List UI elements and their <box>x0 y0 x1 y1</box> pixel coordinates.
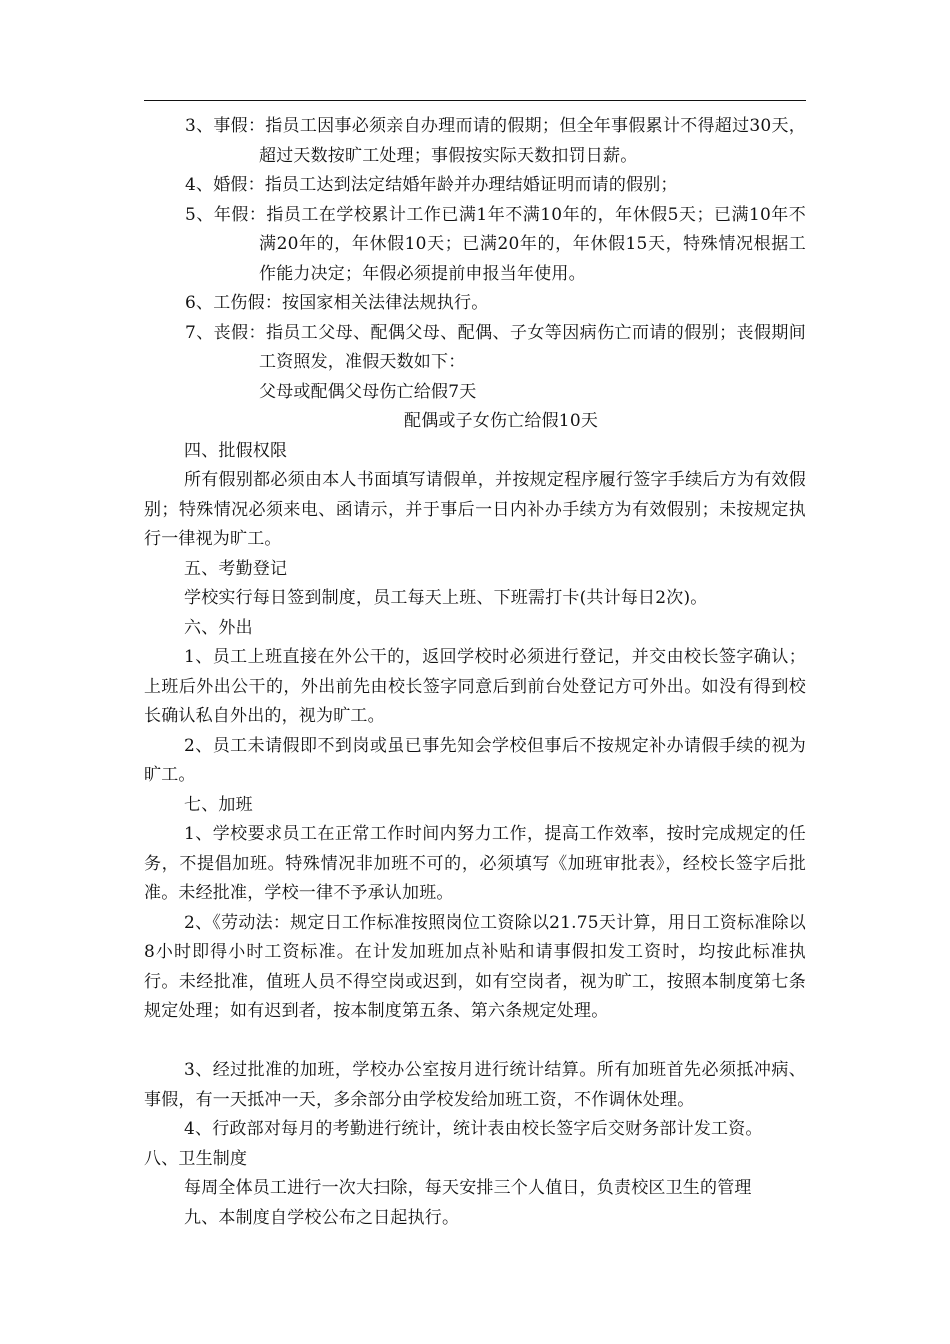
section-7-paragraph-4: 4、行政部对每月的考勤进行统计，统计表由校长签字后交财务部计发工资。 <box>184 1119 763 1139</box>
blank-line <box>144 1027 806 1057</box>
section-6-paragraph-2: 2、员工未请假即不到岗或虽已事先知会学校但事后不按规定补办请假手续的视为旷工。 <box>144 735 806 785</box>
section-4-heading: 四、批假权限 <box>184 440 288 461</box>
item-personal-leave: 3、事假：指员工因事必须亲自办理而请的假期；但全年事假累计不得超过30天，超过天数按旷工处理；事假按实际天数扣罚日薪。 <box>185 116 806 166</box>
section-5-heading: 五、考勤登记 <box>184 558 288 579</box>
item-annual-leave: 5、年假：指员工在学校累计工作已满1年不满10年的，年休假5天；已满10年不满20年的，年休假10天；已满20年的，年休假15天，特殊情况根据工作能力决定；年假必须提前申报当年使用。 <box>185 204 806 284</box>
item-marriage-leave: 4、婚假：指员工达到法定结婚年龄并办理结婚证明而请的假别； <box>185 175 678 195</box>
document-body <box>144 112 806 1233</box>
section-4-paragraph: 所有假别都必须由本人书面填写请假单，并按规定程序履行签字手续后方为有效假别；特殊情况必须来电、函请示，并于事后一日内补办手续方为有效假别；未按规定执行一律视为旷工。 <box>144 470 806 549</box>
section-7-paragraph-1: 1、学校要求员工在正常工作时间内努力工作，提高工作效率，按时完成规定的任务，不提倡加班。特殊情况非加班不可的，必须填写《加班审批表》，经校长签字后批准。未经批准，学校一律不予承认加班。 <box>144 824 806 903</box>
section-5-paragraph: 学校实行每日签到制度，员工每天上班、下班需打卡(共计每日2次)。 <box>184 588 708 608</box>
section-6-paragraph-1: 1、员工上班直接在外公干的，返回学校时必须进行登记，并交由校长签字确认；上班后外出公干的，外出前先由校长签字同意后到前台处登记方可外出。如没有得到校长确认私自外出的，视为旷工。 <box>144 647 806 726</box>
item-bereavement-leave: 7、丧假：指员工父母、配偶父母、配偶、子女等因病伤亡而请的假别；丧假期间工资照发，准假天数如下： <box>185 322 806 372</box>
bereavement-parents: 父母或配偶父母伤亡给假7天 <box>259 381 477 402</box>
section-8-paragraph: 每周全体员工进行一次大扫除，每天安排三个人值日，负责校区卫生的管理 <box>184 1178 752 1198</box>
section-7-paragraph-2: 2、《劳动法：规定日工作标准按照岗位工资除以21.75天计算，用日工资标准除以8小时即得小时工资标准。在计发加班加点补贴和请事假扣发工资时，均按此标准执行。未经批准，值班人员不得空岗或迟到，如有空岗者，视为旷工，按照本制度第七条规定处理；如有迟到者，按本制度第五条、第六条规定处理。 <box>144 912 806 1021</box>
section-9-heading: 九、本制度自学校公布之日起执行。 <box>184 1207 460 1228</box>
header-rule <box>144 100 806 101</box>
section-7-heading: 七、加班 <box>184 794 253 815</box>
item-injury-leave: 6、工伤假：按国家相关法律法规执行。 <box>185 293 489 313</box>
section-6-heading: 六、外出 <box>184 617 253 638</box>
bereavement-spouse-child: 配偶或子女伤亡给假10天 <box>404 411 599 431</box>
section-8-heading: 八、卫生制度 <box>144 1148 248 1169</box>
section-7-paragraph-3: 3、经过批准的加班，学校办公室按月进行统计结算。所有加班首先必须抵冲病、事假，有一天抵冲一天，多余部分由学校发给加班工资，不作调休处理。 <box>144 1060 806 1110</box>
